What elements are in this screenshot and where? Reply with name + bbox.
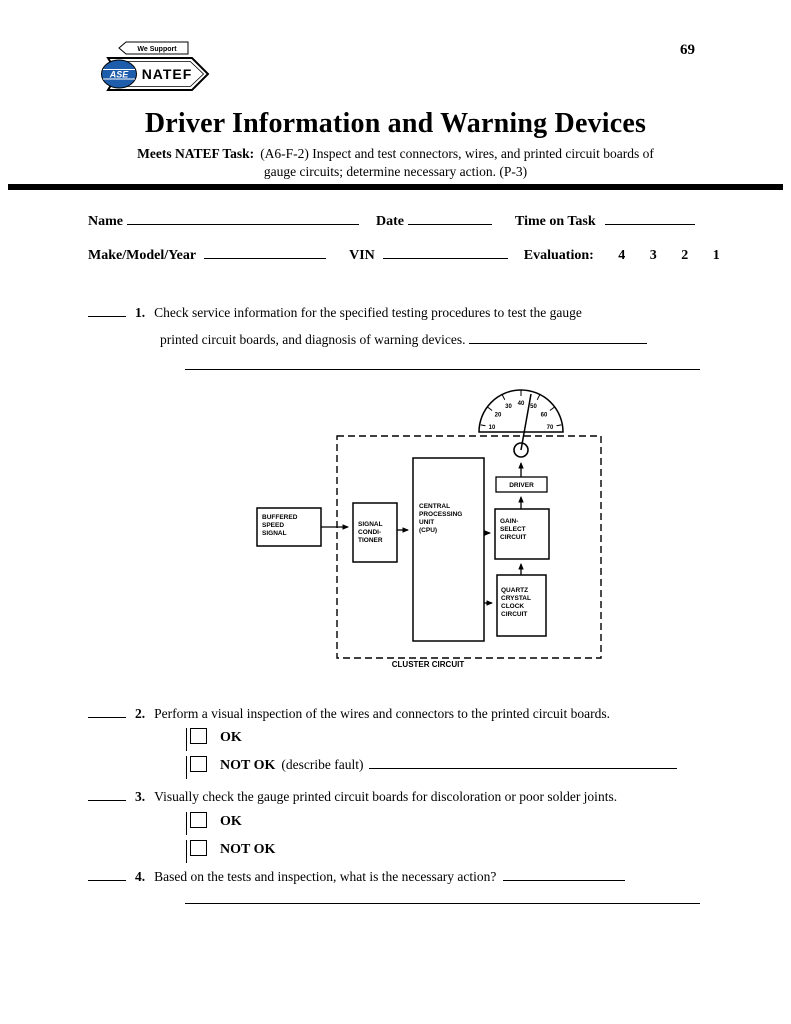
page-title: Driver Information and Warning Devices: [144, 108, 647, 139]
cpu-box: [413, 458, 484, 641]
item-4-score-line: [88, 868, 126, 881]
gauge-tick-60: 60: [540, 412, 548, 419]
evaluation-label: Evaluation:: [523, 248, 594, 263]
item-4-number: 4.: [135, 869, 146, 884]
task-label: Meets NATEF Task:: [137, 146, 255, 161]
cluster-circuit-caption: CLUSTER CIRCUIT: [391, 660, 465, 669]
date-line: [408, 212, 492, 225]
item-2-text: Perform a visual inspection of the wires and connectors to the printed circuit boards.: [154, 706, 610, 721]
signal-conditioner-label: TIONER: [358, 537, 383, 544]
item-4-row: [88, 868, 625, 885]
evaluation-score-3: 3: [649, 248, 657, 263]
form-row-vehicle: [88, 246, 720, 264]
item-3-not-ok-label: NOT OK: [220, 842, 276, 857]
quartz-clock-label: CLOCK: [501, 603, 525, 610]
natef-label: NATEF: [141, 66, 193, 82]
item-2-ok-row: [190, 728, 242, 746]
vin-line: [383, 246, 508, 259]
name-line: [127, 212, 359, 225]
gain-select-label: GAIN-: [500, 518, 519, 525]
item-3-score-line: [88, 788, 126, 801]
item-3-ok-checkbox: [190, 812, 207, 828]
item-2-not-ok-row: [190, 756, 677, 774]
time-on-task-label: Time on Task: [515, 214, 596, 229]
divider-rule: [8, 184, 783, 190]
form-row-identity: [88, 212, 695, 230]
quartz-clock-label: CIRCUIT: [501, 611, 528, 618]
evaluation-score-4: 4: [618, 248, 626, 263]
item-3-ok-label: OK: [220, 814, 242, 829]
item-1-row: [88, 304, 582, 321]
task-line-2: [0, 164, 791, 180]
gauge-tick-70: 70: [546, 425, 554, 431]
make-model-year-label: Make/Model/Year: [88, 248, 197, 263]
item-3-row: [88, 788, 617, 805]
item-1-score-line: [88, 304, 126, 317]
gain-select-label: CIRCUIT: [500, 534, 527, 541]
quartz-clock-label: CRYSTAL: [501, 595, 531, 602]
item-4-text: Based on the tests and inspection, what is the necessary action?: [154, 869, 497, 884]
item-1-answer-line-2: [185, 369, 700, 370]
item-2-describe-fault-line: [369, 756, 677, 769]
cpu-label: (CPU): [419, 527, 438, 534]
name-label: Name: [88, 214, 123, 229]
item-2-ok-checkbox: [190, 728, 207, 744]
make-model-year-line: [204, 246, 326, 259]
task-line-1: [0, 146, 791, 162]
item-1-answer-line-1: [469, 331, 647, 344]
vin-label: VIN: [349, 248, 375, 263]
item-2-row: [88, 705, 610, 722]
gauge-tick-40: 40: [517, 401, 525, 407]
buffered-speed-signal-label: SPEED: [262, 522, 285, 529]
cluster-circuit-diagram: [240, 380, 660, 680]
item-3-text: Visually check the gauge printed circuit boards for discoloration or poor solder joints.: [154, 789, 618, 804]
item-1-text-line-1: Check service information for the specified testing procedures to test the gauge: [154, 305, 582, 320]
natef-logo: [92, 40, 214, 100]
gauge-tick-10: 10: [488, 425, 496, 431]
gain-select-label: SELECT: [500, 526, 526, 533]
item-1-text-line-2: printed circuit boards, and diagnosis of warning devices.: [160, 332, 466, 347]
signal-conditioner-label: CONDI-: [358, 529, 382, 536]
item-3-number: 3.: [135, 789, 146, 804]
driver-label: DRIVER: [509, 482, 534, 489]
time-on-task-line: [605, 212, 695, 225]
task-text-2: gauge circuits; determine necessary action. (P-3): [263, 164, 528, 179]
gauge-tick-50: 50: [530, 404, 537, 410]
item-1-number: 1.: [135, 305, 146, 320]
quartz-clock-label: QUARTZ: [501, 587, 529, 594]
cpu-label: PROCESSING: [419, 511, 463, 518]
item-2-not-ok-checkbox: [190, 756, 207, 772]
evaluation-score-2: 2: [681, 248, 689, 263]
buffered-speed-signal-label: BUFFERED: [262, 514, 298, 521]
item-2-ok-label: OK: [220, 730, 242, 745]
item-4-answer-line-1: [503, 868, 625, 881]
page-number: 69: [680, 42, 695, 58]
item-3-not-ok-row: [190, 840, 275, 858]
item-2-describe-fault-label: (describe fault): [281, 757, 364, 772]
item-2-not-ok-label: NOT OK: [220, 758, 276, 773]
buffered-speed-signal-label: SIGNAL: [262, 530, 287, 537]
item-2-number: 2.: [135, 706, 146, 721]
cpu-label: CENTRAL: [419, 503, 451, 510]
item-1-row-2: [160, 331, 647, 348]
we-support-label: We Support: [137, 46, 177, 53]
item-3-not-ok-checkbox: [190, 840, 207, 856]
task-text-1: (A6-F-2) Inspect and test connectors, wires, and printed circuit boards of: [260, 146, 654, 161]
item-3-ok-row: [190, 812, 242, 830]
item-2-score-line: [88, 705, 126, 718]
signal-conditioner-label: SIGNAL: [358, 521, 383, 528]
date-label: Date: [376, 214, 404, 229]
ase-label: ASE: [109, 69, 129, 80]
evaluation-score-1: 1: [712, 248, 720, 263]
item-4-answer-line-2: [185, 903, 700, 904]
gauge-tick-30: 30: [505, 404, 512, 410]
cpu-label: UNIT: [419, 519, 435, 526]
gauge-tick-20: 20: [494, 412, 502, 419]
